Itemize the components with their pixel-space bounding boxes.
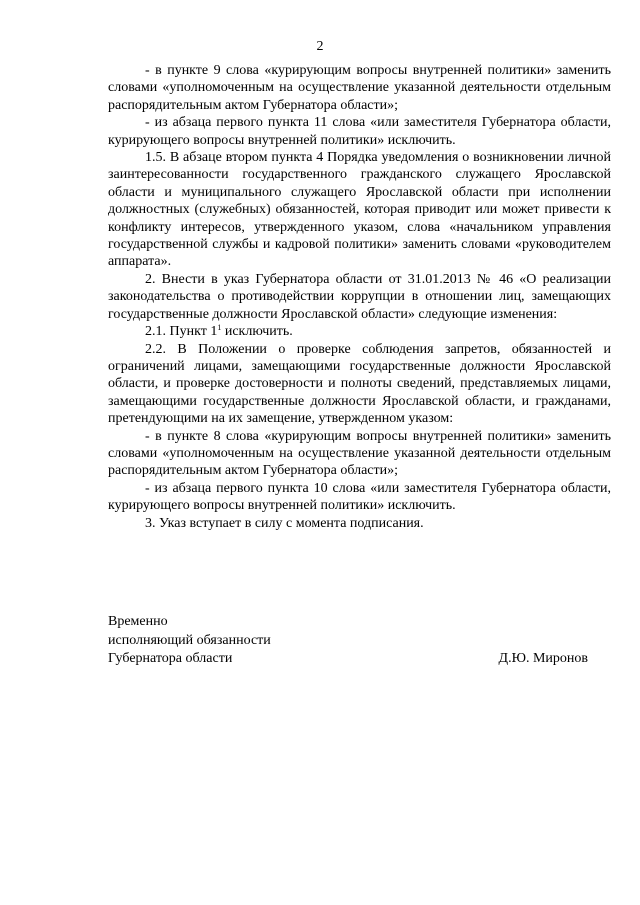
signature-title-line-3: Губернатора области <box>108 651 233 666</box>
paragraph-2-1-suffix: исключить. <box>221 324 293 340</box>
paragraph-3: 3. Указ вступает в силу с момента подписания. <box>145 515 424 531</box>
paragraph-2-2: 2.2. В Положении о проверке соблюдения запретов, обязанностей и ограничений лицами, замещающими государственные должности Ярославской области, и проверке достоверности и полноты сведений, представляемых лицами, замещающими государственные должности Ярославской области, и гражданами, претендующими на их замещение, утвержденном указом: <box>108 341 611 427</box>
paragraph-2-1-superscript: 1 <box>217 323 222 333</box>
signatory-name: Д.Ю. Миронов <box>498 651 588 666</box>
page-number: 2 <box>316 39 324 54</box>
paragraph-2-1-prefix: 2.1. Пункт 1 <box>145 324 218 340</box>
paragraph-item-11-amendment: - из абзаца первого пункта 11 слова «или заместителя Губернатора области, курирующего вопросы внутренней политики» исключить. <box>108 115 611 148</box>
paragraph-1-5: 1.5. В абзаце втором пункта 4 Порядка уведомления о возникновении личной заинтересованности государственного гражданского служащего Ярославской области и муниципального служащего Ярославской области при исполнении должностных (служебных) обязанностей, которая приводит или может привести к конфликту интересов, утвержденного указом, слова «начальником управления государственной службы и кадровой политики» заменить словами «руководителем аппарата». <box>108 150 611 270</box>
paragraph-2-1 <box>108 323 611 340</box>
paragraph-item-9-amendment: - в пункте 9 слова «курирующим вопросы внутренней политики» заменить словами «уполномоченным на осуществление указанной деятельности отдельным распорядительным актом Губернатора области»; <box>108 63 611 113</box>
paragraph-item-8-amendment: - в пункте 8 слова «курирующим вопросы внутренней политики» заменить словами «уполномоченным на осуществление указанной деятельности отдельным распорядительным актом Губернатора области»; <box>108 428 611 479</box>
signature-title-line-1: Временно <box>108 614 168 629</box>
signature-title-line-2: исполняющий обязанности <box>108 632 271 648</box>
paragraph-item-10-amendment: - из абзаца первого пункта 10 слова «или заместителя Губернатора области, курирующего вопросы внутренней политики» исключить. <box>108 480 611 514</box>
signature-block <box>108 613 588 669</box>
document-body <box>108 62 611 532</box>
paragraph-2: 2. Внести в указ Губернатора области от 31.01.2013 № 46 «О реализации законодательства о противодействии коррупции в отношении лиц, замещающих государственные должности Ярославской области» следующие изменения: <box>108 271 611 322</box>
signature-row <box>108 650 588 669</box>
